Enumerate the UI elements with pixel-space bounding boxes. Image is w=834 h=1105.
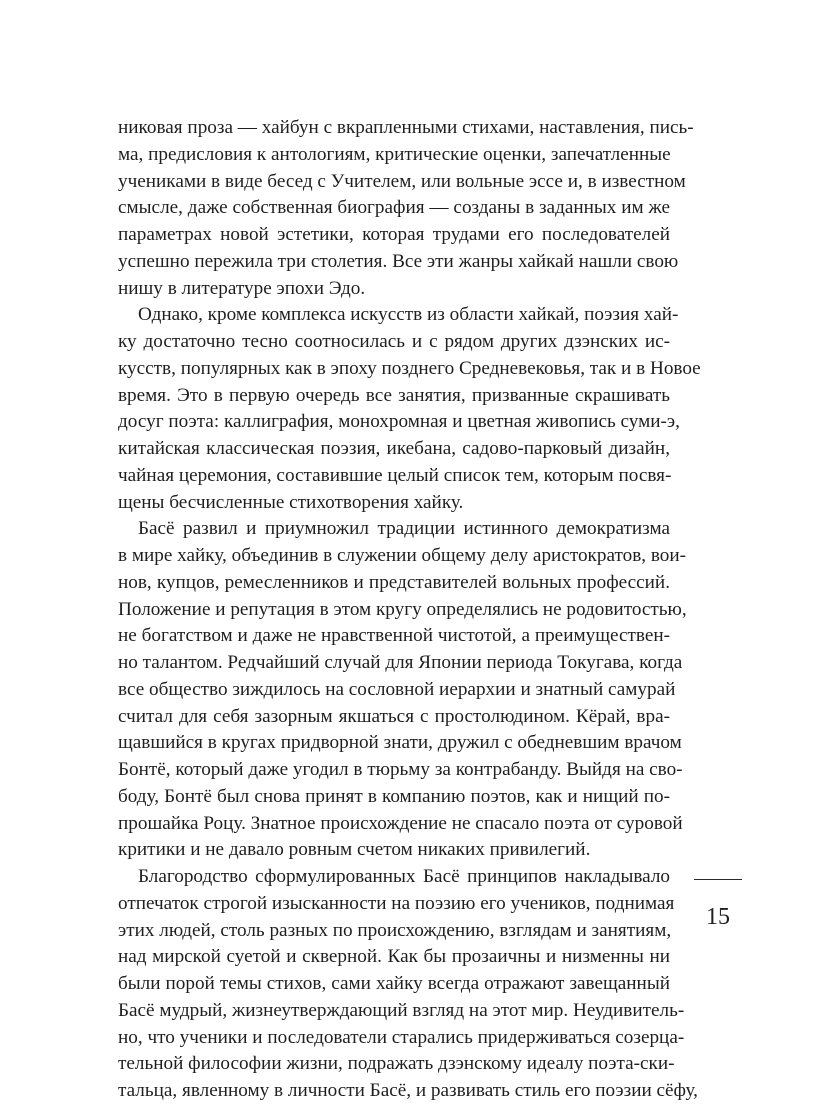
text-line: параметрах новой эстетики, которая трудами его последователей xyxy=(118,224,670,245)
page-number-rule xyxy=(694,879,742,880)
text-line: над мирской суетой и скверной. Как бы прозаичны и низменны ни xyxy=(118,946,670,968)
text-line: Положение и репутация в этом кругу определялись не родовитостью, xyxy=(118,598,687,620)
text-line: Бонтё, который даже угодил в тюрьму за контрабанду. Выйдя на сво- xyxy=(118,759,683,780)
text-line: нишу в литературе эпохи Эдо. xyxy=(118,277,366,299)
text-line: боду, Бонтё был снова принят в компанию поэтов, как и нищий по- xyxy=(118,785,670,807)
text-line: считал для себя зазорным якшаться с простолюдином. Кёрай, вра- xyxy=(118,705,670,727)
text-line: тальца, явленному в личности Басё, и развивать стиль его поэзии сёфу, xyxy=(118,1080,698,1101)
text-line: нов, купцов, ремесленников и представителей вольных профессий. xyxy=(118,571,670,593)
text-line: но талантом. Редчайший случай для Японии периода Токугава, когда xyxy=(118,652,683,673)
text-line: прошайка Роцу. Знатное происхождение не спасало поэта от суровой xyxy=(118,812,683,834)
text-line: критики и не давало ровным счетом никаких привилегий. xyxy=(118,839,591,861)
text-line: но, что ученики и последователи старались придерживаться созерца- xyxy=(118,1026,685,1048)
text-line: смысле, даже собственная биография — созданы в заданных им же xyxy=(118,197,670,219)
text-line: Благородство сформулированных Басё принципов накладывало xyxy=(138,866,670,887)
text-line: щавшийся в кругах придворной знати, дружил с обедневшим врачом xyxy=(118,732,682,754)
text-line: чайная церемония, составившие целый список тем, которым посвя- xyxy=(118,464,672,486)
text-line: Однако, кроме комплекса искусств из области хайкай, поэзия хай- xyxy=(138,304,679,326)
text-line: ма, предисловия к антологиям, критические оценки, запечатленные xyxy=(118,143,671,165)
text-line: все общество зиждилось на сословной иерархии и знатный самурай xyxy=(118,678,676,700)
text-line: время. Это в первую очередь все занятия, призванные скрашивать xyxy=(118,384,670,406)
text-line: учениками в виде бесед с Учителем, или вольные эссе и, в известном xyxy=(118,170,686,192)
text-line: Басё мудрый, жизнеутверждающий взгляд на этот мир. Неудивитель- xyxy=(118,999,685,1021)
text-line: отпечаток строгой изысканности на поэзию его учеников, поднимая xyxy=(118,892,675,914)
text-line: досуг поэта: каллиграфия, монохромная и цветная живопись суми-э, xyxy=(118,411,680,433)
text-line: кусств, популярных как в эпоху позднего Средневековья, так и в Новое xyxy=(118,357,701,379)
text-line: не богатством и даже не нравственной чистотой, а преимуществен- xyxy=(118,625,670,647)
text-line: в мире хайку, объединив в служении общему делу аристократов, вои- xyxy=(118,545,687,566)
text-line: ку достаточно тесно соотносилась и с рядом других дзэнских ис- xyxy=(118,331,670,352)
text-line: Басё развил и приумножил традиции истинного демократизма xyxy=(138,518,670,540)
text-line: этих людей, столь разных по происхождению, взглядам и занятиям, xyxy=(118,919,672,941)
text-line: щены бесчисленные стихотворения хайку. xyxy=(118,491,464,513)
page-number: 15 xyxy=(706,904,730,930)
text-line: китайская классическая поэзия, икебана, садово-парковый дизайн, xyxy=(118,438,670,459)
text-line: были порой темы стихов, сами хайку всегда отражают завещанный xyxy=(118,973,670,994)
text-line: никовая проза — хайбун с вкрапленными стихами, наставления, пись- xyxy=(118,117,694,138)
text-line: успешно пережила три столетия. Все эти жанры хайкай нашли свою xyxy=(118,250,679,272)
text-line: тельной философии жизни, подражать дзэнскому идеалу поэта-ски- xyxy=(118,1053,675,1075)
body-text xyxy=(118,115,701,1105)
